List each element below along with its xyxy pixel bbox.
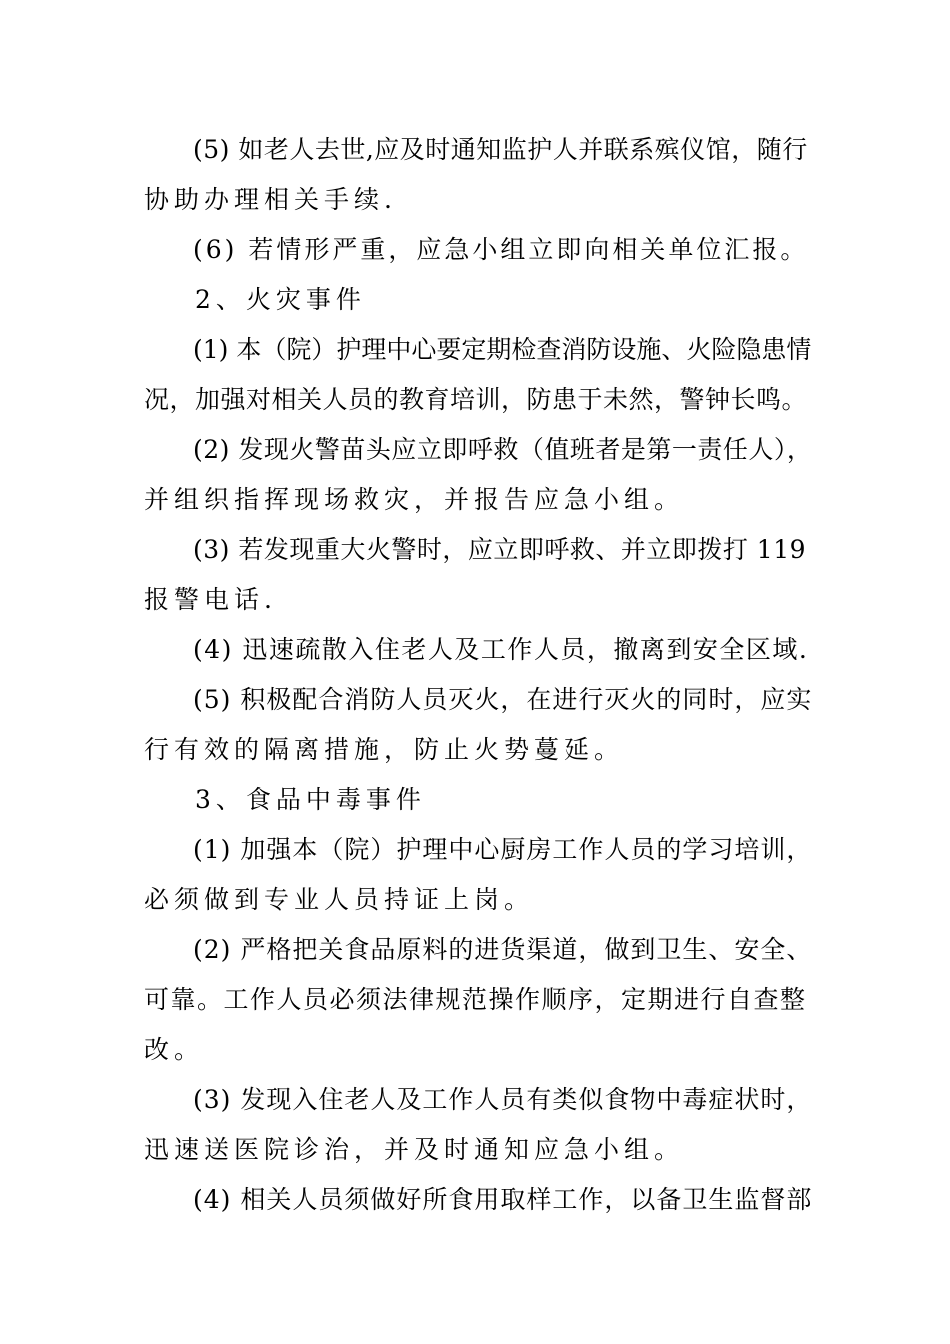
section-heading: 3、食品中毒事件 [195,785,426,814]
paragraph-line: 迅速送医院诊治，并及时通知应急小组。 [144,1135,685,1164]
paragraph-line: (5) 积极配合消防人员灭火，在进行灭火的同时，应实 [193,685,813,714]
paragraph-line: (1) 本（院）护理中心要定期检查消防设施、火险隐患情 [193,335,812,364]
paragraph-line: 况，加强对相关人员的教育培训，防患于未然，警钟长鸣。 [144,385,808,414]
paragraph-line: 并组织指挥现场救灾，并报告应急小组。 [144,485,685,514]
paragraph-line: (1) 加强本（院）护理中心厨房工作人员的学习培训， [193,835,813,864]
paragraph-line: 协助办理相关手续. [144,185,397,214]
paragraph-line: (2) 发现火警苗头应立即呼救（值班者是第一责任人）， [193,435,813,464]
paragraph-line: (5) 如老人去世,应及时通知监护人并联系殡仪馆，随行 [193,135,808,164]
paragraph-line: (6) 若情形严重，应急小组立即向相关单位汇报。 [193,235,809,264]
paragraph-line: 行有效的隔离措施，防止火势蔓延。 [144,735,625,764]
paragraph-line: 报警电话. [144,585,277,614]
paragraph-line: (2) 严格把关食品原料的进货渠道，做到卫生、安全、 [193,935,813,964]
paragraph-line: 改。 [144,1035,205,1064]
paragraph-line: (4) 相关人员须做好所食用取样工作，以备卫生监督部 [193,1185,813,1214]
paragraph-line: (3) 若发现重大火警时，应立即呼救、并立即拨打 119 [193,535,807,564]
paragraph-line: (4) 迅速疏散入住老人及工作人员，撤离到安全区域. [193,635,809,664]
paragraph-line: (3) 发现入住老人及工作人员有类似食物中毒症状时， [193,1085,813,1114]
paragraph-line: 必须做到专业人员持证上岗。 [144,885,535,914]
paragraph-line: 可靠。工作人员必须法律规范操作顺序，定期进行自查整 [144,985,807,1014]
section-heading: 2、火灾事件 [195,285,366,314]
